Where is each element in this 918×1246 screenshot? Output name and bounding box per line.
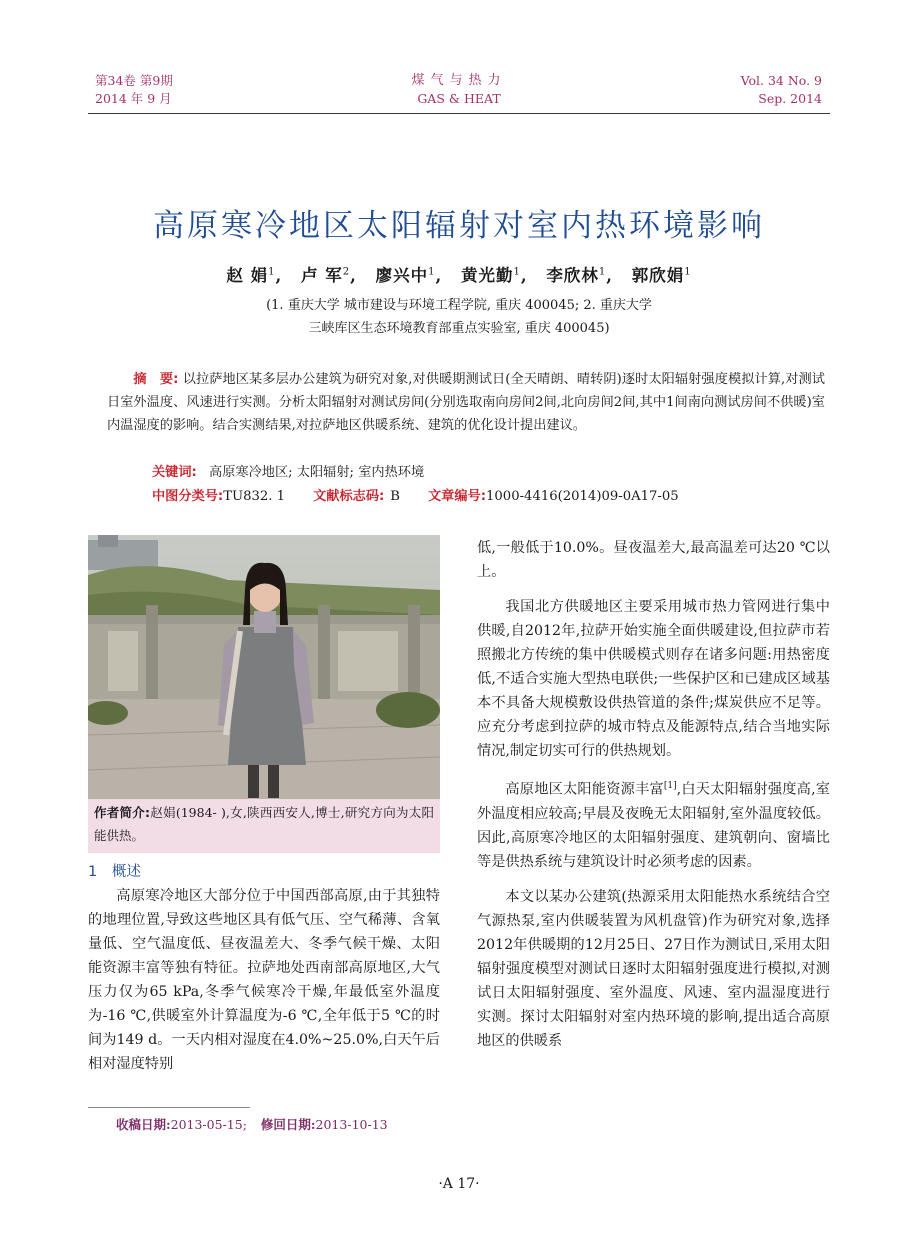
- running-header-left: [95, 72, 173, 108]
- author: 赵 娟$^1$,: [226, 266, 283, 285]
- paragraph: 本文以某办公建筑(热源采用太阳能热水系统结合空气源热泵,室内供暖装置为风机盘管)作为研究对象,选择2012年供暖期的12月25日、27日作为测试日,采用太阳辐射强度模型对测试日逐时太阳辐射强度进行模拟,对测试日太阳辐射强度、室外温度、风速、室内温湿度进行实测。探讨太阳辐射对室内热环境的影响,提出适合高原地区的供暖系: [477, 888, 830, 1049]
- section-title: 概述: [111, 864, 141, 880]
- author-photo: [88, 535, 440, 799]
- date-en: Sep. 2014: [758, 91, 822, 106]
- doc-code-label: 文献标志码:: [313, 489, 385, 504]
- affiliation-line: 三峡库区生态环境教育部重点实验室, 重庆 400045): [308, 321, 610, 336]
- revised-date: 2013-10-13: [315, 1117, 388, 1132]
- doc-code-value: B: [390, 489, 400, 504]
- keywords-text: 高原寒冷地区; 太阳辐射; 室内热环境: [209, 465, 425, 480]
- bio-text: 赵娟(1984- ),女,陕西西安人,博士,研究方向为太阳能供热。: [94, 805, 434, 843]
- affiliations: [0, 294, 918, 340]
- abstract-text: 以拉萨地区某多层办公建筑为研究对象,对供暖期测试日(全天晴朗、晴转阴)逐时太阳辐射强度模拟计算,对测试日室外温度、风速进行实测。分析太阳辐射对测试房间(分别选取南向房间2间,北向房间2间,其中1间南向测试房间不供暖)室内温湿度的影响。结合实测结果,对拉萨地区供暖系统、建筑的优化设计提出建议。: [107, 372, 825, 433]
- paragraph-continuation: 低,一般低于10.0%。昼夜温差大,最高温差可达20 ℃以上。: [477, 540, 830, 580]
- paragraph: 高原寒冷地区大部分位于中国西部高原,由于其独特的地理位置,导致这些地区具有低气压、空气稀薄、含氧量低、空气温度低、昼夜温差大、冬季气候干燥、太阳能资源丰富等独有特征。拉萨地处西南部高原地区,大气压力仅为65 kPa,冬季气候寒冷干燥,年最低室外温度为-16 ℃,供暖室外计算温度为-6 ℃,全年低于5 ℃的时间为149 d。一天内相对湿度在4.0%~25.0%,白天午后相对湿度特别: [88, 888, 440, 1072]
- clc-label: 中图分类号:: [152, 489, 224, 504]
- received-date: 2013-05-15;: [170, 1117, 247, 1132]
- volume-issue-cn: 第34卷 第9期: [95, 73, 173, 88]
- author: 廖兴中$^1$,: [375, 266, 443, 285]
- footnote-rule: [88, 1107, 250, 1108]
- journal-name-en: GAS & HEAT: [417, 91, 501, 106]
- section-number: 1: [88, 864, 98, 880]
- classification-line: [152, 485, 679, 508]
- running-header-center: [359, 72, 559, 108]
- right-column-text: [477, 536, 830, 1053]
- bio-label: 作者简介:: [94, 805, 151, 820]
- revised-label: 修回日期:: [260, 1117, 316, 1132]
- left-column-text: [88, 884, 440, 1076]
- journal-name-cn: 煤气与热力: [411, 73, 507, 88]
- article-title: 高原寒冷地区太阳辐射对室内热环境影响: [153, 208, 765, 244]
- section-heading: [88, 860, 141, 881]
- affiliation-line: (1. 重庆大学 城市建设与环境工程学院, 重庆 400045; 2. 重庆大学: [266, 298, 652, 313]
- paragraph: 高原地区太阳能资源丰富[1],白天太阳辐射强度高,室外温度相应较高;早晨及夜晚无太阳辐射,室外温度较低。因此,高原寒冷地区的太阳辐射强度、建筑朝向、窗墙比等是供热系统与建筑设计时必须考虑的因素。: [477, 781, 830, 870]
- page-number: ·A 17·: [438, 1176, 480, 1192]
- abstract-label: 摘 要:: [133, 372, 179, 387]
- paragraph: 我国北方供暖地区主要采用城市热力管网进行集中供暖,自2012年,拉萨开始实施全面供暖建设,但拉萨市若照搬北方传统的集中供暖模式则存在诸多问题:用热密度低,不适合实施大型热电联供;一些保护区和已建成区域基本不具备大规模敷设供热管道的条件;煤炭供应不足等。应充分考虑到拉萨的城市特点及能源特点,结合当地实际情况,制定切实可行的供热规划。: [477, 599, 830, 759]
- author-bio: [88, 799, 440, 853]
- keywords-label: 关键词:: [152, 465, 197, 480]
- author-photo-image: [88, 535, 440, 799]
- running-header-right: [741, 72, 822, 108]
- author: 李欣林$^1$,: [546, 266, 613, 285]
- header-rule: [88, 113, 830, 114]
- author: 黄光勤$^1$,: [461, 266, 528, 285]
- article-number-label: 文章编号:: [428, 489, 487, 504]
- clc-value: TU832. 1: [223, 489, 286, 504]
- date-cn: 2014 年 9 月: [95, 91, 172, 106]
- author: 郭欣娟$^1$: [631, 266, 692, 285]
- abstract: [107, 368, 825, 437]
- keywords: [152, 461, 424, 484]
- author-list: [0, 262, 918, 286]
- citation-ref: [1]: [663, 781, 677, 791]
- article-number-value: 1000-4416(2014)09-0A17-05: [486, 489, 679, 504]
- author: 卢 军$^2$,: [301, 266, 357, 285]
- footnote-dates: [116, 1115, 388, 1133]
- received-label: 收稿日期:: [116, 1117, 171, 1132]
- volume-issue-en: Vol. 34 No. 9: [740, 73, 822, 88]
